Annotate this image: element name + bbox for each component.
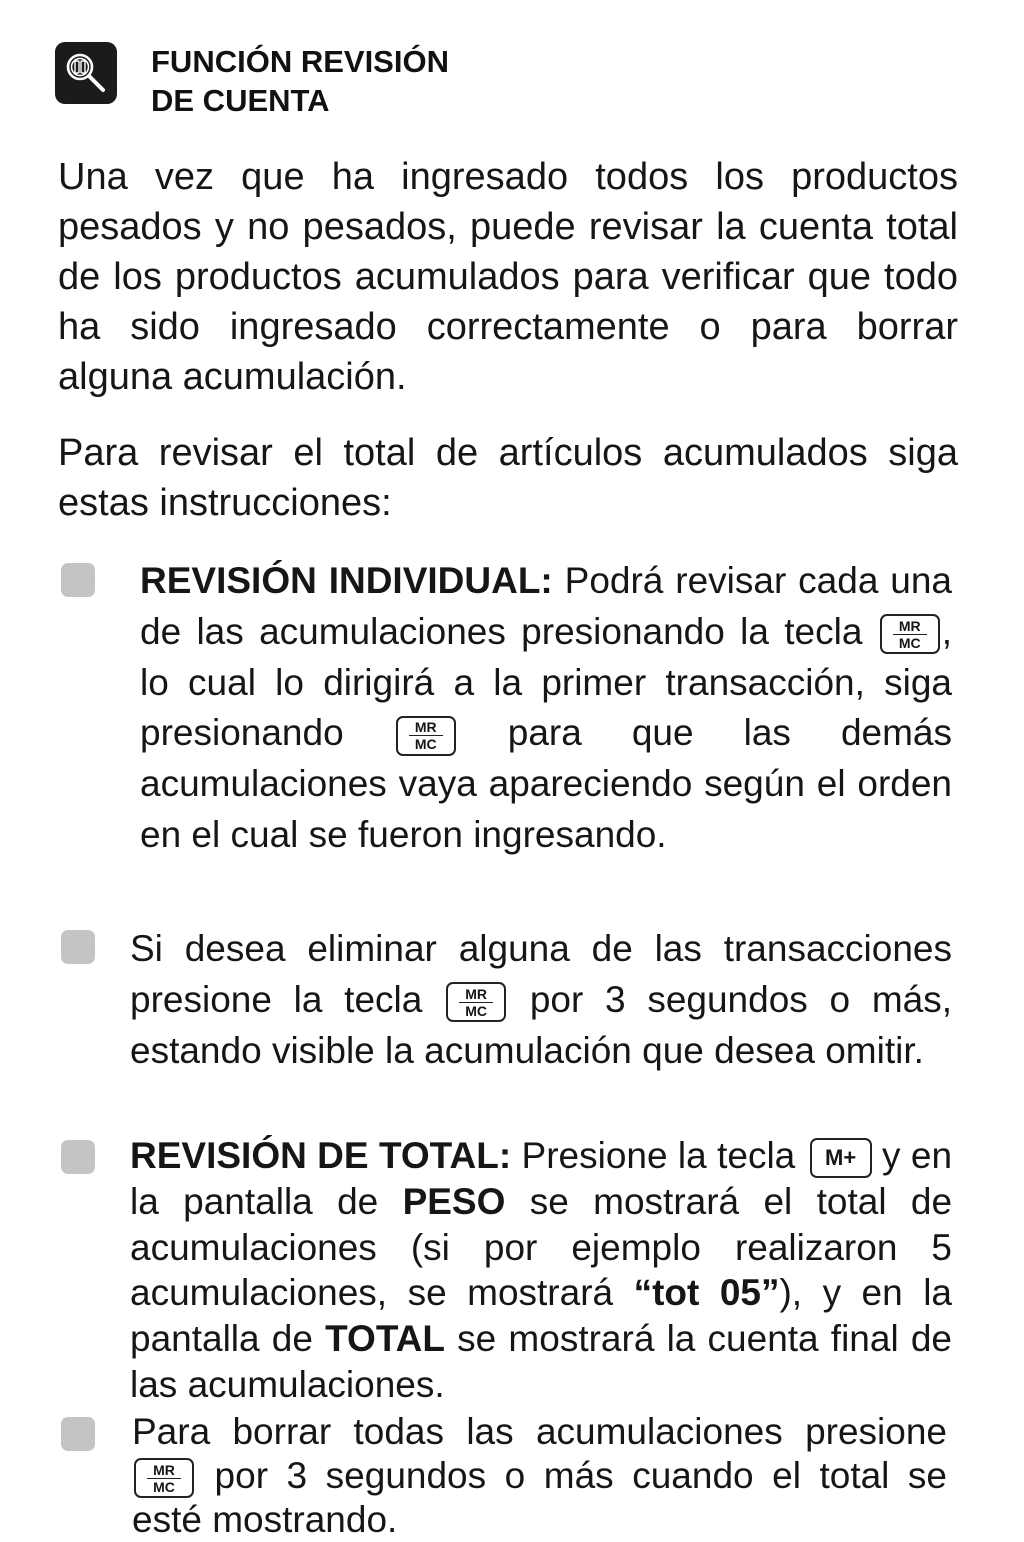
item-title: REVISIÓN INDIVIDUAL:	[140, 560, 553, 601]
bullet-marker	[61, 930, 95, 964]
key-label-top: MR	[459, 987, 493, 1003]
item-text: se mostrará el total de acumulaciones (si por ejemplo realizaron 5 acumulaciones, se mostrará	[130, 1180, 953, 1314]
key-label-top: MR	[893, 619, 927, 635]
key-label-bottom: MC	[414, 736, 437, 753]
mr-mc-key-icon	[396, 716, 456, 756]
page-title	[151, 42, 511, 120]
intro-paragraph: Una vez que ha ingresado todos los productos pesados y no pesados, puede revisar la cuenta total de los productos acumulados para verificar que todo ha sido ingresado correctamente o para borrar alguna acumulación.	[58, 156, 958, 398]
instructions-intro: Para revisar el total de artículos acumulados siga estas instrucciones:	[58, 432, 958, 524]
item-text: se mostrará la cuenta final de las acumulaciones.	[130, 1318, 952, 1405]
list-item-delete-transaction	[130, 924, 952, 1076]
bullet-marker	[61, 1417, 95, 1451]
item-text: Presione la tecla	[521, 1135, 796, 1176]
key-label-bottom: MC	[153, 1478, 175, 1495]
key-label-top: MR	[147, 1463, 181, 1479]
mr-mc-key-icon	[446, 982, 506, 1022]
m-plus-key-icon: M+	[810, 1138, 872, 1178]
item-text: Si desea eliminar alguna de las transacciones presione la tecla	[130, 928, 952, 1020]
item-text: para que las demás acumulaciones vaya apareciendo según el orden en el cual se fueron ingresando.	[140, 712, 953, 855]
title-line-2: DE CUENTA	[151, 83, 330, 118]
total-label: TOTAL	[325, 1318, 445, 1360]
key-label-bottom: MC	[465, 1002, 487, 1019]
item-text: , lo cual lo dirigirá a la primer transacción, siga presionando	[140, 610, 952, 754]
item-text: ), y en la pantalla de	[130, 1272, 952, 1360]
key-label-bottom: MC	[898, 634, 921, 651]
item-text: Podrá revisar cada una de las acumulaciones presionando la tecla	[140, 560, 953, 652]
bullet-marker	[61, 1140, 95, 1174]
tot-example: “tot 05”	[633, 1272, 780, 1314]
list-item-total-review	[130, 1133, 952, 1408]
item-text: y en la pantalla de	[130, 1135, 953, 1222]
bullet-marker	[61, 563, 95, 597]
title-line-1: FUNCIÓN REVISIÓN	[151, 44, 449, 79]
list-item-clear-all	[132, 1410, 947, 1542]
item-text: por 3 segundos o más, estando visible la acumulación que desea omitir.	[130, 978, 952, 1071]
mr-mc-key-icon	[880, 614, 940, 654]
section-header	[55, 42, 511, 120]
item-title: REVISIÓN DE TOTAL:	[130, 1135, 512, 1176]
item-text: Para borrar todas las acumulaciones presione	[132, 1411, 947, 1452]
mr-mc-key-icon	[134, 1458, 194, 1498]
key-label-top: MR	[409, 720, 443, 736]
item-text: por 3 segundos o más cuando el total se esté mostrando.	[132, 1455, 948, 1541]
list-item-individual-review	[140, 556, 952, 861]
magnifier-receipt-icon	[55, 42, 117, 104]
peso-label: PESO	[402, 1180, 506, 1222]
